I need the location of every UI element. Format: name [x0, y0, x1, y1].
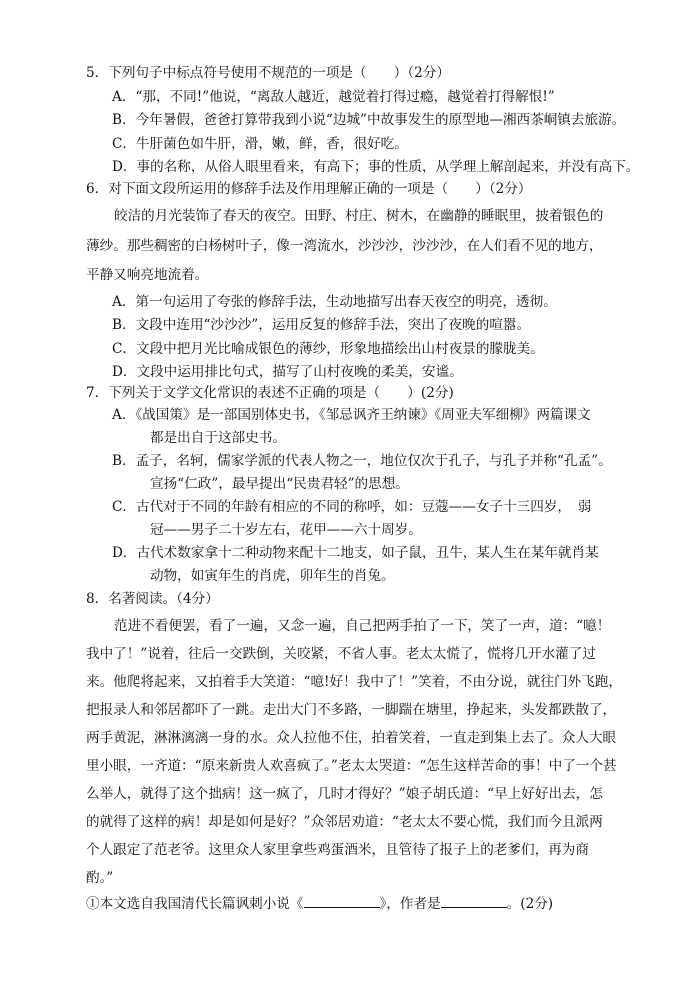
q6-passage-line: 皎洁的月光装饰了春天的夜空。田野、村庄、树木，在幽静的睡眠里，披着银色的 [114, 208, 604, 224]
q8-passage-line: 我中了！”说着，往后一交跌倒，关咬紧，不省人事。老太太慌了，慌将几开水灌了过 [86, 646, 596, 662]
q7-option-a-cont: 都是出自于这部史书。 [150, 430, 286, 446]
q8-passage-line: 的就得了这样的病！却是如何是好？”众邻居劝道：“老太太不要心慌，我们而今且派两 [86, 814, 603, 830]
q7-option-d-cont: 动物，如寅年生的肖虎，卯年生的肖兔。 [150, 568, 395, 584]
q6-option-a: A．第一句运用了夸张的修辞手法，生动地描写出春天夜空的明亮，透彻。 [112, 294, 557, 310]
q7-option-b: B．孟子，名轲，儒家学派的代表人物之一，地位仅次于孔子，与孔子并称“孔孟”。 [112, 453, 612, 469]
q5-option-a: A．“那，不同!”他说，“离敌人越近，越觉着打得过瘾，越觉着打得解恨!” [112, 89, 555, 105]
q8-passage-line: 来。他爬将起来，又拍着手大笑道：“噫!好！我中了！”笑着，不由分说，就往门外飞跑， [86, 674, 622, 690]
q5-option-d: D．事的名称，从俗人眼里看来，有高下；事的性质，从学理上解剖起来，并没有高下。 [112, 159, 640, 175]
book-title-blank[interactable] [304, 893, 380, 908]
q8-sub1-prefix: ①本文选自我国清代长篇讽刺小说《 [86, 896, 304, 912]
q5-option-c: C．牛肝菌色如牛肝，滑，嫩，鲜，香，很好吃。 [112, 136, 408, 152]
q7-option-d: D．古代术数家拿十二种动物来配十二地支，如子鼠，丑牛，某人生在某年就肖某 [112, 545, 599, 561]
q8-passage-line: 么举人，就得了这个拙病！这一疯了，几时才得好？”娘子胡氏道：“早上好好出去，怎 [86, 786, 603, 802]
q7-option-c: C．古代对于不同的年龄有相应的不同的称呼，如：豆蔻——女子十三四岁， 弱 [112, 499, 592, 515]
q6-stem: 6．对下面文段所运用的修辞手法及作用理解正确的一项是（ ）（2分） [86, 181, 532, 197]
q6-option-c: C．文段中把月光比喻成银色的薄纱，形象地描绘出山村夜景的朦胧美。 [112, 341, 544, 357]
q8-passage-line: 里小眼，一齐道：“原来新贵人欢喜疯了。”老太太哭道：“怎生这样苦命的事！中了一个甚 [86, 758, 617, 774]
q8-passage-line: 把报录人和邻居都吓了一跳。走出大门不多路，一脚踹在塘里，挣起来，头发都跌散了， [86, 702, 617, 718]
q5-option-b: B．今年暑假，爸爸打算带我到小说“边城”中故事发生的原型地—湘西茶峒镇去旅游。 [112, 112, 626, 128]
q8-passage-line: 酌。” [86, 870, 114, 886]
q6-passage-line: 薄纱。那些稠密的白杨树叶子，像一湾流水，沙沙沙，沙沙沙，在人们看不见的地方， [86, 238, 603, 254]
q7-option-b-cont: 宣扬“仁政”，最早提出“民贵君轻”的思想。 [150, 476, 409, 492]
q8-sub1 [86, 893, 553, 914]
q8-passage-line: 两手黄泥，淋淋漓漓一身的水。众人拉他不住，拍着笑着，一直走到集上去了。众人大眼 [86, 730, 617, 746]
q8-passage-line: 范进不看便罢，看了一遍，又念一遍，自己把两手拍了一下，笑了一声，道：“噫！ [114, 618, 611, 634]
q8-sub1-middle: 》，作者是 [379, 896, 441, 912]
q6-option-d: D．文段中运用排比句式，描写了山村夜晚的柔美，安谧。 [112, 364, 463, 380]
q7-option-a: A．《战国策》是一部国别体史书，《邹忌讽齐王纳谏》《周亚夫军细柳》两篇课文 [112, 407, 591, 423]
q8-sub1-suffix: 。(2分) [506, 896, 554, 912]
q5-stem: 5．下列句子中标点符号使用不规范的一项是（ ）（2分） [86, 65, 450, 81]
q6-passage-line: 平静又响亮地流着。 [86, 267, 209, 283]
q8-passage-line: 个人跟定了范老爷。这里众人家里拿些鸡蛋酒米，且管待了报子上的老爹们，再为商 [86, 842, 589, 858]
q7-stem: 7．下列关于文学文化常识的表述不正确的项是（ ）(2分) [86, 385, 454, 401]
q6-option-b: B．文段中连用“沙沙沙”，运用反复的修辞手法，突出了夜晚的喧嚣。 [112, 317, 531, 333]
author-blank[interactable] [441, 893, 507, 908]
q8-stem: 8．名著阅读。（4分） [86, 591, 219, 607]
q7-option-c-cont: 冠——男子二十岁左右，花甲——六十周岁。 [150, 522, 422, 538]
